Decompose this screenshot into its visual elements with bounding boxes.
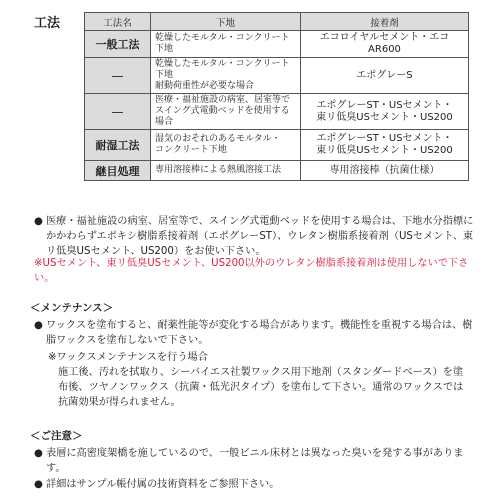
table-header-row [85, 13, 469, 31]
caution-heading: ＜ご注意＞ [30, 430, 83, 442]
substrate-line: コンクリート下地 [155, 145, 227, 155]
adhesive-line: エポグレーS [356, 69, 413, 81]
note-text: 医療・福祉施設の病室、居室等で、スイング式電動ベッドを使用する場合は、下地水分指標にかかわらずエポキシ樹脂系接着剤（エポグレーST）、ウレタン樹脂系接着剤（USセメント、東リ低臭USセメント、US200）をお使い下さい。 [46, 216, 474, 257]
substrate-cell [151, 130, 301, 161]
header-substrate: 下地 [151, 13, 301, 31]
header-method: 工法名 [85, 13, 151, 31]
substrate-cell [151, 161, 301, 181]
method-cell: 継目処理 [85, 161, 151, 181]
substrate-line: 湿気のおそれのあるモルタル・ [155, 134, 281, 144]
method-cell: 耐湿工法 [85, 130, 151, 161]
substrate-cell [151, 94, 301, 130]
caution-item [34, 477, 474, 492]
bullet-icon: ● [34, 448, 43, 459]
caution-text: 詳細はサンプル帳付属の技術資料をご参照下さい。 [46, 479, 280, 490]
caution-item [34, 446, 474, 476]
warning-note: ※USセメント、東リ低臭USセメント、US200以外のウレタン樹脂系接着剤は使用しないで下さい。 [34, 258, 469, 284]
adhesive-line: エコロイヤルセメント・エコAR600 [319, 32, 450, 55]
adhesive-cell [301, 94, 469, 130]
adhesive-cell [301, 31, 469, 58]
adhesive-line: 東リ低臭USセメント・US200 [316, 111, 453, 123]
table-row [85, 31, 469, 58]
adhesive-line: 専用溶接棒（抗菌仕様） [329, 164, 440, 176]
maintenance-text: ワックスを塗布すると、耐薬性能等が変化する場合があります。機能性を重視する場合は、樹脂ワックスを塗布しないで下さい。 [46, 320, 473, 346]
method-cell: — [85, 94, 151, 130]
wax-maintenance-title: ※ワックスメンテナンスを行う場合 [48, 352, 208, 363]
adhesive-cell [301, 130, 469, 161]
caution-text: 表層に高密度架橋を施しているので、一般ビニル床材とは異なった臭いを発する事があります。 [46, 448, 464, 474]
method-cell: — [85, 58, 151, 94]
substrate-line: 乾燥したモルタル・コンクリート下地 [155, 33, 290, 54]
substrate-cell [151, 58, 301, 94]
table-row [85, 161, 469, 181]
section-title: 工法 [34, 16, 61, 31]
header-adhesive: 接着剤 [301, 13, 469, 31]
substrate-line: スイング式電動ベッドを使用する場合 [155, 106, 290, 127]
substrate-line: 乾燥したモルタル・コンクリート下地 [155, 59, 290, 80]
table-row [85, 94, 469, 130]
method-cell: 一般工法 [85, 31, 151, 58]
substrate-line: 医療・福祉施設の病室、居室等で [155, 95, 291, 105]
substrate-line: 耐動荷重性が必要な場合 [155, 81, 255, 91]
substrate-cell [151, 31, 301, 58]
note-paragraph [34, 214, 474, 259]
adhesive-cell [301, 58, 469, 94]
maintenance-heading: ＜メンテナンス＞ [30, 302, 114, 314]
adhesive-line: エポグレーST・USセメント・ [316, 133, 453, 144]
adhesive-line: エポグレーST・USセメント・ [316, 99, 453, 111]
substrate-line: 専用溶接棒による熱風溶接工法 [155, 165, 282, 175]
wax-maintenance-body: 施工後、汚れを拭取り、シーバイエス社製ワックス用下地剤（スタンダードベース）を塗布後、ツヤノンワックス（抗菌・低光沢タイプ）を塗布して下さい。通常のワックスでは抗菌効果が得られません。 [58, 367, 464, 408]
construction-method-table [84, 12, 469, 181]
adhesive-cell [301, 161, 469, 181]
table-row [85, 130, 469, 161]
maintenance-item [34, 318, 474, 348]
adhesive-line: 東リ低臭USセメント・US200 [316, 145, 453, 156]
table-row [85, 58, 469, 94]
bullet-icon: ● [34, 320, 43, 331]
bullet-icon: ● [34, 216, 43, 227]
bullet-icon: ● [34, 479, 43, 490]
